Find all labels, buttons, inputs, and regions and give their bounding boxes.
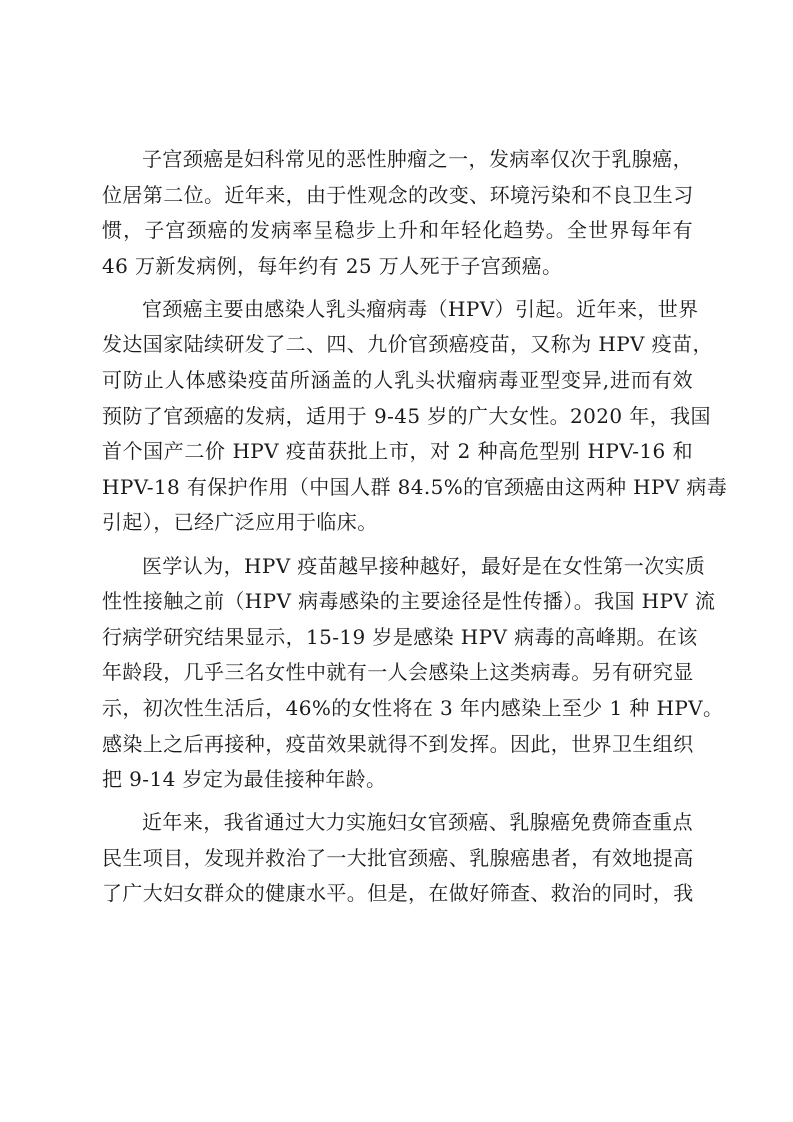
text-line: 感染上之后再接种，疫苗效果就得不到发挥。因此，世界卫生组织 [102, 731, 694, 756]
text-line: 民生项目，发现并救治了一大批官颈癌、乳腺癌患者，有效地提高 [102, 845, 694, 870]
paragraph-gap [102, 284, 693, 292]
paragraph-provincial-screening [102, 805, 693, 912]
text-line: 年龄段，几乎三名女性中就有一人会感染上这类病毒。另有研究显 [102, 660, 694, 685]
paragraph-cervical-cancer-overview [102, 142, 693, 284]
text-line: 了广大妇女群众的健康水平。但是，在做好筛查、救治的同时，我 [102, 881, 694, 906]
text-line: 示，初次性生活后，46%的女性将在 3 年内感染上至少 1 种 HPV。 [102, 695, 724, 720]
text-line: 子宫颈癌是妇科常见的恶性肿瘤之一，发病率仅次于乳腺癌， [142, 147, 693, 171]
text-line: 官颈癌主要由感染人乳头瘤病毒（HPV）引起。近年来，世界 [142, 296, 699, 321]
text-line: 近年来，我省通过大力实施妇女官颈癌、乳腺癌免费筛查重点 [142, 810, 693, 835]
paragraph-hpv-vaccine [102, 292, 728, 541]
text-line: 引起），已经广泛应用于临床。 [102, 510, 378, 535]
paragraph-gap [102, 541, 693, 549]
text-line: 可防止人体感染疫苗所涵盖的人乳头状瘤病毒亚型变异,进而有效 [102, 368, 693, 393]
text-line: 发达国家陆续研发了二、四、九价官颈癌疫苗，又称为 HPV 疫苗， [102, 332, 713, 357]
text-line: 行病学研究结果显示，15-19 岁是感染 HPV 病毒的高峰期。在该 [102, 624, 698, 649]
document-body [102, 142, 728, 912]
text-line: 预防了官颈癌的发病，适用于 9-45 岁的广大女性。2020 年，我国 [102, 403, 711, 428]
text-line: 惯，子宫颈癌的发病率呈稳步上升和年轻化趋势。全世界每年有 [102, 218, 693, 243]
text-line: 位居第二位。近年来，由于性观念的改变、环境污染和不良卫生习 [102, 182, 694, 207]
paragraph-gap [102, 798, 693, 806]
text-line: 把 9-14 岁定为最佳接种年龄。 [102, 767, 387, 792]
paragraph-vaccination-age [102, 549, 724, 798]
text-line: 首个国产二价 HPV 疫苗获批上市，对 2 种高危型别 HPV-16 和 [102, 439, 693, 464]
text-line: 46 万新发病例，每年约有 25 万人死于子宫颈癌。 [102, 253, 563, 278]
text-line: 性性接触之前（HPV 病毒感染的主要途径是性传播）。我国 HPV 流 [102, 589, 716, 614]
text-line: HPV-18 有保护作用（中国人群 84.5%的官颈癌由这两种 HPV 病毒 [102, 474, 728, 499]
text-line: 医学认为，HPV 疫苗越早接种越好，最好是在女性第一次实质 [142, 553, 706, 578]
